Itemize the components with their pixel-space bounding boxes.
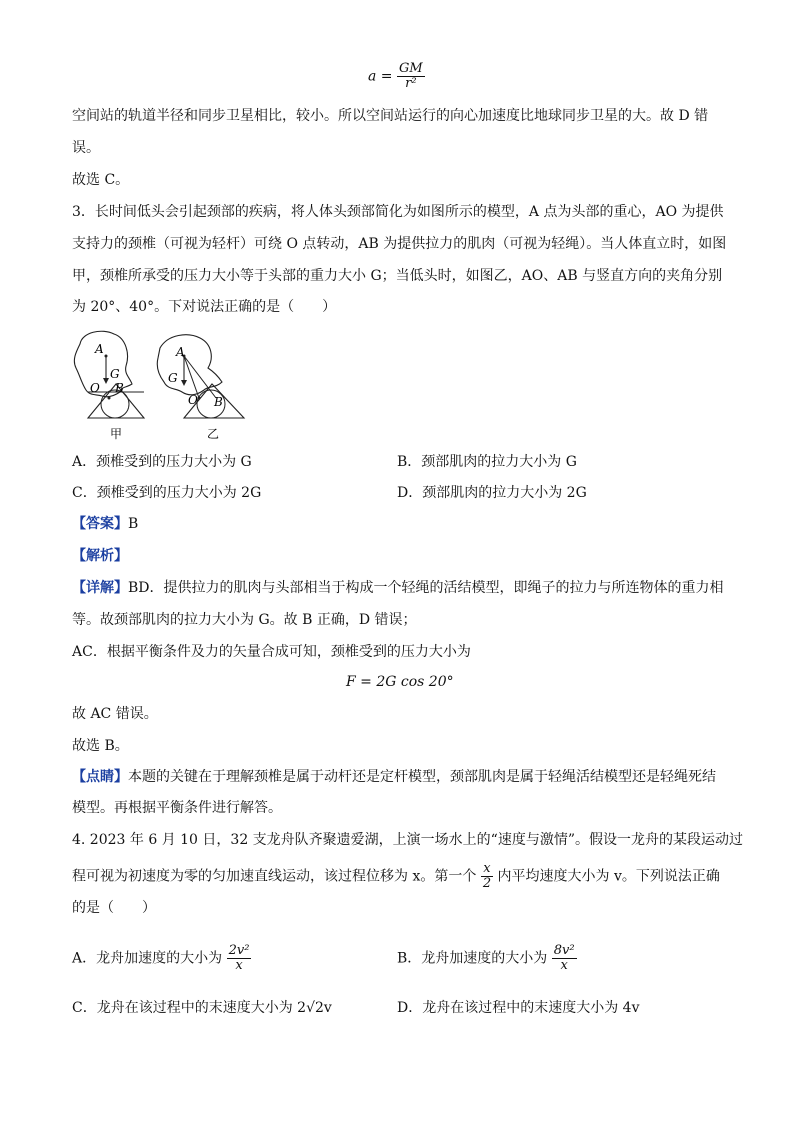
q3-answer (72, 514, 138, 534)
q4-option-a-den: x (235, 958, 243, 973)
q3-comment-1 (72, 767, 716, 787)
left-label-O: O (90, 381, 100, 395)
q3-line-2: 支持力的颈椎（可视为轻杆）可绕 O 点转动，AB 为提供拉力的肌肉（可视为轻绳）。当人体直立时，如图 (72, 236, 727, 252)
formula-denominator: r² (405, 76, 417, 91)
q3-option-d: D．颈部肌肉的拉力大小为 2G (397, 485, 587, 501)
q4-option-b (397, 944, 577, 973)
q3-detail-1 (72, 578, 724, 598)
q4-option-b-den: x (560, 958, 568, 973)
q4-option-a (72, 944, 251, 973)
head-outline-right (157, 335, 222, 395)
q3-line-3: 甲，颈椎所承受的压力大小等于头部的重力大小 G；当低头时，如图乙，AO、AB 与竖直方向的夹角分别 (72, 268, 723, 284)
right-label-O: O (188, 393, 198, 407)
q4-option-c: C．龙舟在该过程中的末速度大小为 2√2v (72, 1000, 332, 1016)
answer-value: B (128, 516, 139, 532)
detail-tag: 【详解】 (72, 580, 128, 596)
q3-analysis (72, 546, 128, 566)
prev-choose: 故选 C。 (72, 172, 130, 188)
left-label-A: A (95, 342, 104, 356)
q4-line-2 (72, 862, 720, 891)
answer-tag: 【答案】 (72, 516, 128, 532)
q3-detail-2: 等。故颈部肌肉的拉力大小为 G。故 B 正确，D 错误； (72, 612, 417, 628)
q4-option-a-fraction (227, 944, 252, 973)
prev-line-1: 空间站的轨道半径和同步卫星相比，较小。所以空间站运行的向心加速度比地球同步卫星的大。故 D 错 (72, 108, 709, 124)
q4-option-d: D．龙舟在该过程中的末速度大小为 4v (397, 1000, 640, 1016)
q4-option-a-pre: A．龙舟加速度的大小为 (72, 950, 223, 967)
formula-numerator: GM (398, 61, 423, 76)
q4-line-1: 4. 2023 年 6 月 10 日，32 支龙舟队齐聚遗爱湖，上演一场水上的“速度与激情”。假设一龙舟的某段运动过 (72, 832, 743, 848)
formula-fraction (397, 62, 425, 91)
q4-line-2-post: 内平均速度大小为 v。下列说法正确 (497, 868, 720, 885)
q4-half-x-fraction (481, 862, 493, 891)
q4-option-b-fraction (552, 944, 577, 973)
prev-line-2: 误。 (72, 140, 100, 156)
q4-option-a-num: 2v² (228, 943, 250, 958)
formula-acceleration (368, 62, 425, 91)
q3-choose: 故选 B。 (72, 738, 129, 754)
right-label-G: G (168, 371, 178, 385)
q3-option-a: A．颈椎受到的压力大小为 G (72, 454, 252, 470)
right-label-A: A (176, 345, 185, 359)
right-label-B: B (214, 395, 223, 409)
q4-frac-den: 2 (482, 876, 492, 891)
q4-line-2-pre: 程可视为初速度为零的匀加速直线运动，该过程位移为 x。第一个 (72, 868, 477, 885)
q3-comment-2: 模型。再根据平衡条件进行解答。 (72, 800, 282, 816)
q3-formula: F = 2G cos 20° (346, 674, 454, 690)
q4-option-b-pre: B．龙舟加速度的大小为 (397, 950, 548, 967)
comment-text-1: 本题的关键在于理解颈椎是属于动杆还是定杆模型，颈部肌肉是属于轻绳活结模型还是轻绳死结 (128, 769, 716, 785)
detail-text-1: BD．提供拉力的肌肉与头部相当于构成一个轻绳的活结模型，即绳子的拉力与所连物体的重力相 (128, 580, 724, 596)
q3-option-c: C．颈椎受到的压力大小为 2G (72, 485, 262, 501)
q3-detail-3: AC．根据平衡条件及力的矢量合成可知，颈椎受到的压力大小为 (72, 644, 471, 660)
q4-line-3: 的是（ ） (72, 900, 156, 916)
left-caption: 甲 (109, 427, 123, 441)
q4-option-b-num: 8v² (553, 943, 575, 958)
left-label-G: G (110, 367, 120, 381)
q3-line-1: 3．长时间低头会引起颈部的疾病，将人体头颈部简化为如图所示的模型，A 点为头部的重心，AO 为提供 (72, 204, 724, 220)
left-label-B: B (115, 381, 124, 395)
formula-lhs: a = (368, 68, 393, 85)
q3-option-b: B．颈部肌肉的拉力大小为 G (397, 454, 577, 470)
right-caption: 乙 (206, 427, 220, 441)
q3-figure (68, 326, 258, 446)
comment-tag: 【点睛】 (72, 769, 128, 785)
q3-detail-4: 故 AC 错误。 (72, 706, 158, 722)
analysis-tag: 【解析】 (72, 548, 128, 564)
q4-frac-num: x (481, 862, 493, 877)
q3-line-4: 为 20°、40°。下对说法正确的是（ ） (72, 299, 337, 315)
